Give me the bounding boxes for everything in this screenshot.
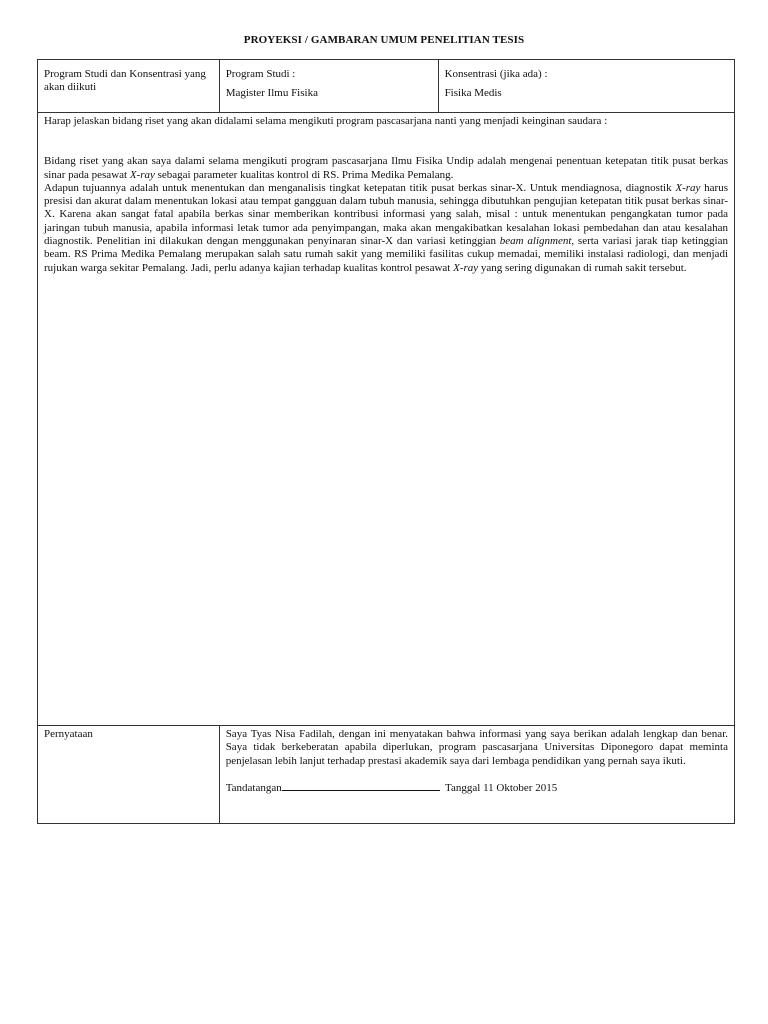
statement-label: Pernyataan — [44, 728, 93, 740]
research-instruction: Harap jelaskan bidang riset yang akan didalami selama mengikuti program pascasarjana nanti yang menjadi keinginan saudara : — [44, 115, 608, 127]
research-paragraph-1: Bidang riset yang akan saya dalami selama mengikuti program pascasarjana Ilmu Fisika Undip adalah mengenai penentuan ketepatan titik pusat berkas sinar pada pesawat X-ray sebagai parameter kualitas kontrol di RS. Prima Medika Pemalang. — [44, 155, 728, 181]
program-studi-value: Magister Ilmu Fisika — [225, 87, 318, 100]
signature-label: Tandatangan — [225, 781, 282, 794]
research-paragraph-2: Adapun tujuannya adalah untuk menentukan dan menganalisis tingkat ketepatan titik pusat berkas sinar-X. Untuk mendiagnosa, diagnostik X-ray harus presisi dan akurat dalam menentukan lokasi atau tempat gangguan dalam tubuh manusia, sehingga dibutuhkan pengujian ketepatan titik pusat berkas sinar-X. Karena akan sangat fatal apabila berkas sinar memberikan kontribusi informasi yang salah, misal : untuk menentukan pengangkatan tumor pada jaringan tubuh manusia, apabila informasi letak tumor ada penyimpangan, maka akan mengakibatkan kesalahan lokasi pembedahan dan atau kesalahan diagnostik. Penelitian ini dilakukan dengan menggunakan penyinaran sinar-X dan variasi ketinggian beam alignment, serta variasi jarak tiap ketinggian beam. RS Prima Medika Pemalang merupakan salah satu rumah sakit yang memiliki fasilitas cukup memadai, memiliki instalasi radiologi, dan menjadi rujukan warga sekitar Pemalang. Jadi, perlu adanya kajian terhadap kualitas kontrol pesawat X-ray yang sering digunakan di rumah sakit tersebut. — [44, 181, 729, 274]
thesis-form-table — [37, 59, 735, 824]
konsentrasi-cell — [438, 60, 734, 113]
program-label: Program Studi dan Konsentrasi yang akan diikuti — [44, 68, 206, 94]
date-text: Tanggal 11 Oktober 2015 — [445, 781, 558, 794]
research-row — [38, 113, 735, 726]
statement-text: Saya Tyas Nisa Fadilah, dengan ini menyatakan bahwa informasi yang saya berikan adalah lengkap dan benar. Saya tidak berkeberatan apabila diperlukan, program pascasarjana Universitas Diponegoro dapat meminta penjelasan lebih lanjut terhadap prestasi akademik saya dari lembaga pendidikan yang pernah saya ikuti. — [225, 728, 728, 767]
konsentrasi-label: Konsentrasi (jika ada) : — [444, 68, 548, 80]
program-studi-cell — [219, 60, 438, 113]
research-cell — [38, 113, 735, 726]
statement-label-cell — [38, 726, 220, 824]
signature-field[interactable] — [282, 780, 440, 791]
konsentrasi-value: Fisika Medis — [444, 87, 502, 100]
program-label-cell — [38, 60, 220, 113]
program-studi-label: Program Studi : — [225, 68, 296, 80]
program-row — [38, 60, 735, 113]
statement-text-cell — [219, 726, 734, 824]
statement-row — [38, 726, 735, 824]
signature-line — [226, 780, 728, 795]
page-title: PROYEKSI / GAMBARAN UMUM PENELITIAN TESIS — [243, 34, 525, 46]
